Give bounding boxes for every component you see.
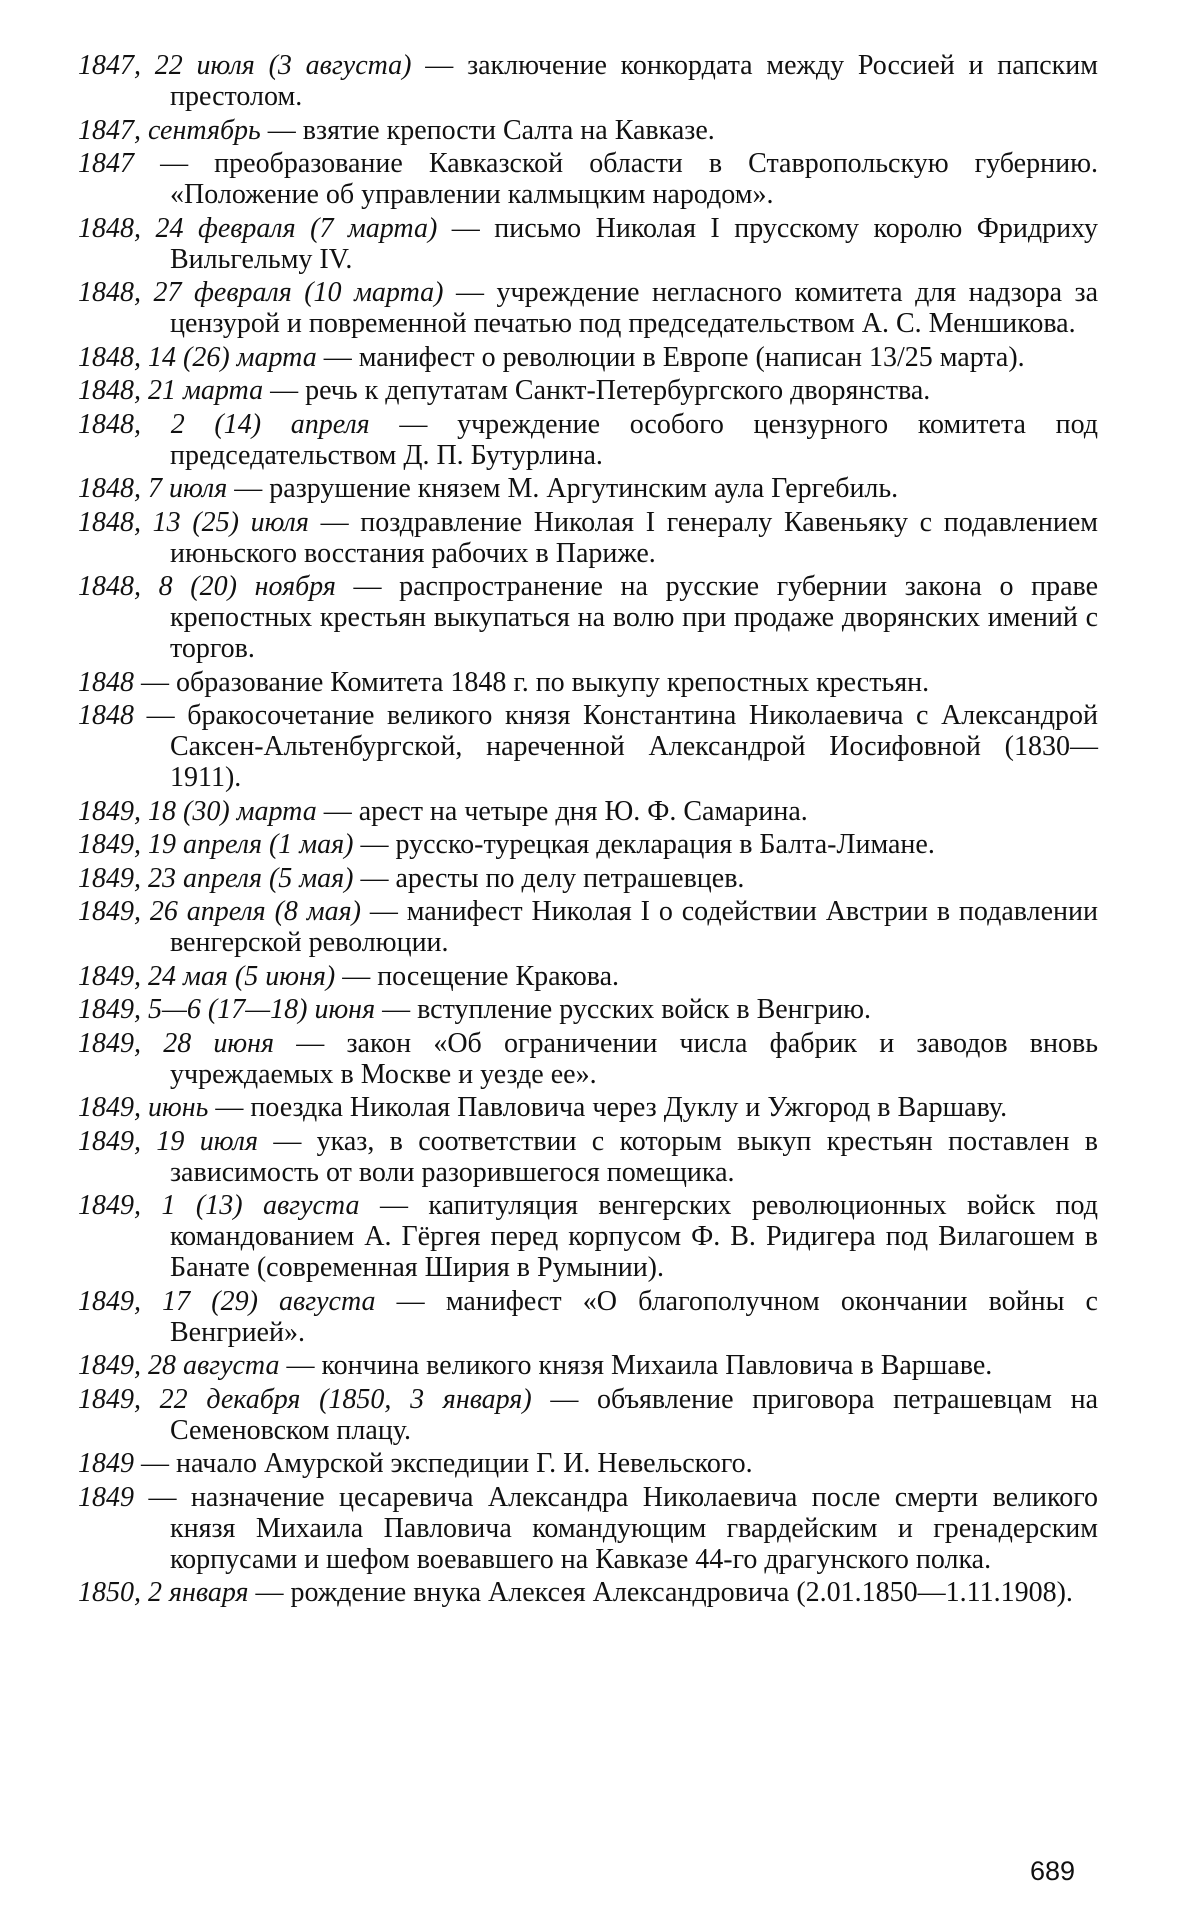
entry-date: 1849 — [78, 1448, 134, 1479]
chronology-entry — [78, 1577, 1098, 1608]
chronology-entry — [78, 1448, 1098, 1479]
entry-text: взятие крепости Салта на Кавказе. — [303, 115, 715, 146]
chronology-entry — [78, 1126, 1098, 1188]
entry-date: 1848, 14 (26) марта — [78, 342, 317, 373]
entry-date: 1848, 27 февраля (10 марта) — [78, 277, 443, 308]
chronology-entry — [78, 1092, 1098, 1123]
entry-text: русско-турецкая декларация в Балта-Лимане. — [396, 829, 935, 860]
chronology-entry — [78, 896, 1098, 958]
chronology-entry — [78, 961, 1098, 992]
entry-text: аресты по делу петрашевцев. — [396, 863, 745, 894]
entry-separator: — — [335, 961, 377, 992]
entry-separator: — — [274, 1028, 346, 1059]
chronology-entry — [78, 994, 1098, 1025]
chronology-entry — [78, 1190, 1098, 1283]
entry-separator: — — [134, 1448, 176, 1479]
entry-separator: — — [336, 571, 399, 602]
entry-separator: — — [134, 148, 214, 179]
entry-separator: — — [317, 796, 359, 827]
entry-date: 1848, 21 марта — [78, 375, 263, 406]
chronology-entry — [78, 409, 1098, 471]
entry-separator: — — [532, 1384, 597, 1415]
chronology-entry — [78, 213, 1098, 275]
page-number: 689 — [1030, 1856, 1075, 1887]
entry-date: 1849, 28 июня — [78, 1028, 274, 1059]
entry-date: 1849, 24 мая (5 июня) — [78, 961, 335, 992]
entry-date: 1849, июнь — [78, 1092, 208, 1123]
entry-separator: — — [354, 863, 396, 894]
chronology-entry — [78, 667, 1098, 698]
entry-separator: — — [134, 700, 187, 731]
entry-date: 1848 — [78, 667, 134, 698]
entry-date: 1849, 1 (13) августа — [78, 1190, 360, 1221]
chronology-entry — [78, 473, 1098, 504]
entry-date: 1849, 19 апреля (1 мая) — [78, 829, 354, 860]
entry-separator: — — [361, 896, 407, 927]
entry-text: манифест Николая I о содействии Австрии в подавлении венгерской революции. — [170, 896, 1098, 958]
entry-text: манифест «О благополучном окончании войны с Венгрией». — [170, 1286, 1098, 1348]
entry-text: письмо Николая I прусскому королю Фридриху Вильгельму IV. — [170, 213, 1098, 275]
entry-separator: — — [412, 50, 468, 81]
entry-separator: — — [208, 1092, 250, 1123]
chronology-entry — [78, 1384, 1098, 1446]
chronology-entry — [78, 375, 1098, 406]
entry-text: посещение Кракова. — [377, 961, 619, 992]
entry-date: 1849, 19 июля — [78, 1126, 258, 1157]
chronology-entry — [78, 1286, 1098, 1348]
entry-separator: — — [134, 667, 176, 698]
entry-separator: — — [134, 1482, 191, 1513]
entry-separator: — — [249, 1577, 291, 1608]
chronology-entry — [78, 277, 1098, 339]
entry-separator: — — [258, 1126, 317, 1157]
chronology-list — [78, 50, 1098, 1611]
entry-separator: — — [443, 277, 496, 308]
chronology-entry — [78, 342, 1098, 373]
entry-date: 1848, 7 июля — [78, 473, 227, 504]
chronology-entry — [78, 796, 1098, 827]
entry-text: учреждение негласного комитета для надзора за цензурой и повременной печатью под председательством А. С. Меншикова. — [170, 277, 1098, 339]
entry-text: учреждение особого цензурного комитета под председательством Д. П. Бутурлина. — [170, 409, 1098, 471]
entry-text: арест на четыре дня Ю. Ф. Самарина. — [359, 796, 808, 827]
entry-date: 1849, 26 апреля (8 мая) — [78, 896, 361, 927]
entry-text: поездка Николая Павловича через Дуклу и Ужгород в Варшаву. — [250, 1092, 1007, 1123]
chronology-entry — [78, 829, 1098, 860]
entry-date: 1849, 18 (30) марта — [78, 796, 317, 827]
chronology-entry — [78, 507, 1098, 569]
chronology-entry — [78, 50, 1098, 112]
entry-date: 1849, 17 (29) августа — [78, 1286, 376, 1317]
chronology-entry — [78, 1028, 1098, 1090]
entry-text: манифест о революции в Европе (написан 13/25 марта). — [359, 342, 1025, 373]
entry-date: 1849, 23 апреля (5 мая) — [78, 863, 354, 894]
entry-separator: — — [263, 375, 305, 406]
entry-text: указ, в соответствии с которым выкуп крестьян поставлен в зависимость от воли разорившегося помещика. — [170, 1126, 1098, 1188]
entry-text: закон «Об ограничении числа фабрик и заводов вновь учреждаемых в Москве и уезде ее». — [170, 1028, 1098, 1090]
entry-date: 1849, 5—6 (17—18) июня — [78, 994, 375, 1025]
entry-text: преобразование Кавказской области в Ставропольскую губернию. «Положение об управлении калмыцким народом». — [170, 148, 1098, 210]
entry-date: 1847, сентябрь — [78, 115, 261, 146]
entry-text: поздравление Николая I генералу Кавеньяку с подавлением июньского восстания рабочих в Париже. — [170, 507, 1098, 569]
entry-separator: — — [227, 473, 269, 504]
entry-separator: — — [354, 829, 396, 860]
entry-text: разрушение князем М. Аргутинским аула Гергебиль. — [269, 473, 898, 504]
entry-text: вступление русских войск в Венгрию. — [417, 994, 871, 1025]
entry-separator: — — [437, 213, 494, 244]
entry-date: 1848, 24 февраля (7 марта) — [78, 213, 437, 244]
entry-date: 1848, 8 (20) ноября — [78, 571, 336, 602]
entry-text: заключение конкордата между Россией и папским престолом. — [170, 50, 1098, 112]
entry-separator: — — [370, 409, 457, 440]
entry-date: 1848 — [78, 700, 134, 731]
chronology-entry — [78, 1482, 1098, 1575]
entry-date: 1848, 13 (25) июля — [78, 507, 309, 538]
entry-date: 1848, 2 (14) апреля — [78, 409, 370, 440]
entry-separator: — — [360, 1190, 429, 1221]
entry-separator: — — [280, 1350, 322, 1381]
entry-date: 1850, 2 января — [78, 1577, 249, 1608]
chronology-entry — [78, 863, 1098, 894]
entry-text: образование Комитета 1848 г. по выкупу крепостных крестьян. — [176, 667, 929, 698]
entry-text: рождение внука Алексея Александровича (2.01.1850—1.11.1908). — [291, 1577, 1073, 1608]
chronology-entry — [78, 700, 1098, 793]
entry-text: речь к депутатам Санкт-Петербургского дворянства. — [305, 375, 930, 406]
chronology-entry — [78, 1350, 1098, 1381]
entry-date: 1847, 22 июля (3 августа) — [78, 50, 412, 81]
entry-text: начало Амурской экспедиции Г. И. Невельского. — [176, 1448, 753, 1479]
entry-text: объявление приговора петрашевцам на Семеновском плацу. — [170, 1384, 1098, 1446]
entry-date: 1849 — [78, 1482, 134, 1513]
chronology-entry — [78, 571, 1098, 664]
entry-separator: — — [376, 1286, 446, 1317]
entry-text: распространение на русские губернии закона о праве крепостных крестьян выкупаться на волю при продаже дворянских имений с торгов. — [170, 571, 1098, 664]
entry-text: назначение цесаревича Александра Николаевича после смерти великого князя Михаила Павловича командующим гвардейским и гренадерским корпусами и шефом воевавшего на Кавказе 44-го драгунского полка. — [170, 1482, 1098, 1575]
entry-date: 1847 — [78, 148, 134, 179]
chronology-entry — [78, 115, 1098, 146]
chronology-entry — [78, 148, 1098, 210]
entry-text: капитуляция венгерских революционных войск под командованием А. Гёргея перед корпусом Ф. В. Ридигера под Вилагошем в Банате (современная Ширия в Румынии). — [170, 1190, 1098, 1283]
entry-date: 1849, 28 августа — [78, 1350, 280, 1381]
entry-date: 1849, 22 декабря (1850, 3 января) — [78, 1384, 532, 1415]
entry-text: бракосочетание великого князя Константина Николаевича с Александрой Саксен-Альтенбургской, нареченной Александрой Иосифовной (1830—1911). — [170, 700, 1098, 793]
entry-text: кончина великого князя Михаила Павловича в Варшаве. — [322, 1350, 993, 1381]
entry-separator: — — [317, 342, 359, 373]
entry-separator: — — [375, 994, 417, 1025]
entry-separator: — — [261, 115, 303, 146]
entry-separator: — — [309, 507, 360, 538]
